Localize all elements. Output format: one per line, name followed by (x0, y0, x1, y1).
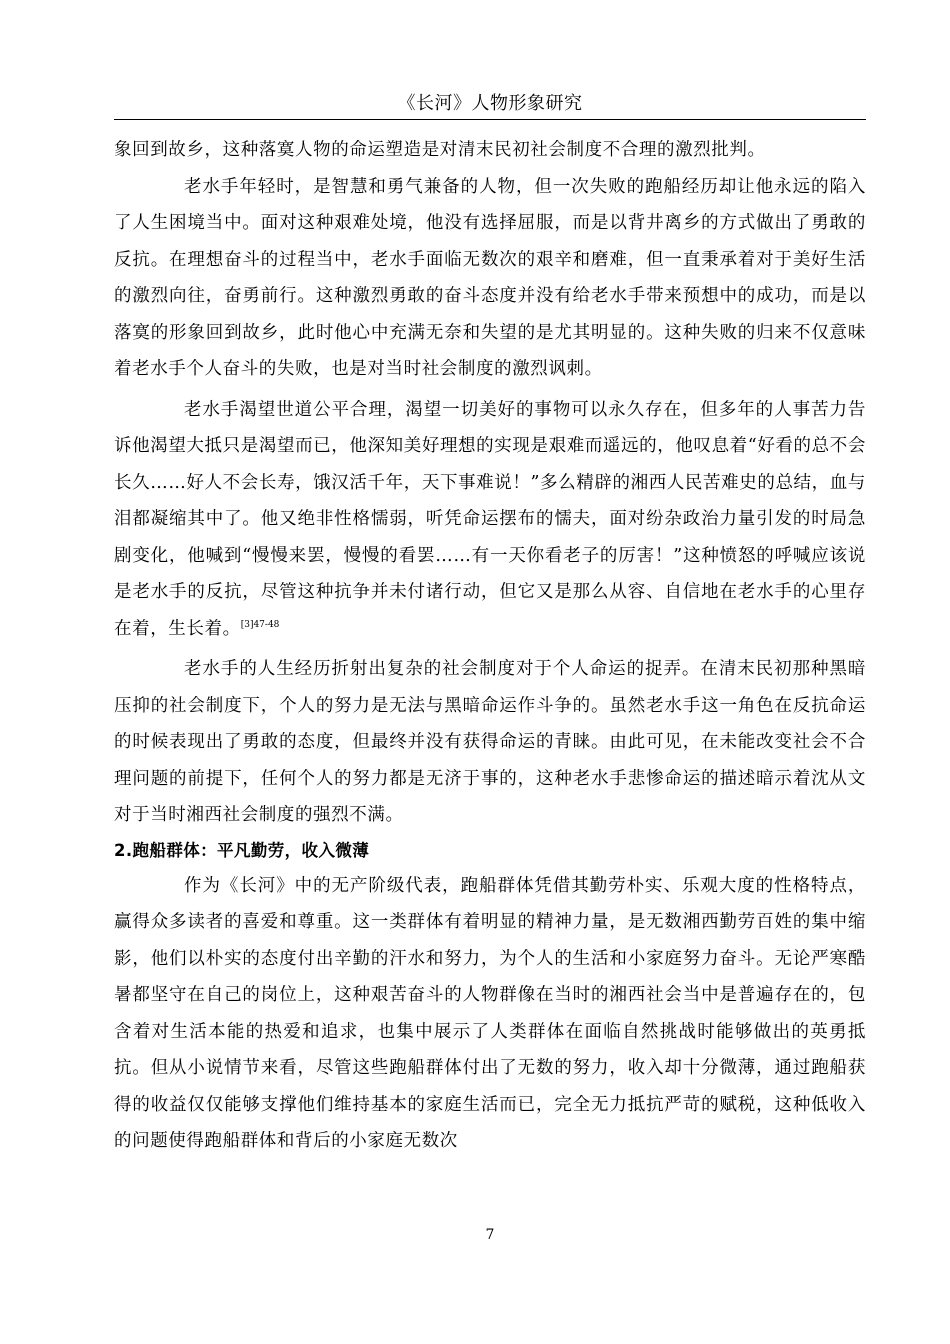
paragraph-sailor-longing (114, 392, 866, 648)
section-heading: 2.跑船群体：平凡勤劳，收入微薄 (114, 840, 370, 860)
running-header: 《长河》人物形象研究 (397, 93, 583, 114)
header-rule (114, 119, 866, 120)
paragraph-sailor-longing-text: 老水手渴望世道公平合理，渴望一切美好的事物可以永久存在，但多年的人事苦力告诉他渴望大抵只是渴望而已，他深知美好理想的实现是艰难而遥远的，他叹息着“好看的总不会长久……好人不会长寿，饿汉活千年，天下事难说！”多么精辟的湘西人民苦难史的总结，血与泪都凝缩其中了。他又绝非性格懦弱，听凭命运摆布的懦夫，面对纷杂政治力量引发的时局急剧变化，他喊到“慢慢来罢，慢慢的看罢……有一天你看老子的厉害！”这种愤怒的呼喊应该说是老水手的反抗，尽管这种抗争并未付诸行动，但它又是那么从容、自信地在老水手的心里存在着，生长着。 (114, 399, 866, 639)
paragraph-sailor-fate: 老水手的人生经历折射出复杂的社会制度对于个人命运的捉弄。在清末民初那种黑暗压抑的社会制度下，个人的努力是无法与黑暗命运作斗争的。虽然老水手这一角色在反抗命运的时候表现出了勇敢的态度，但最终并没有获得命运的青睐。由此可见，在未能改变社会不合理问题的前提下，任何个人的努力都是无济于事的，这种老水手悲惨命运的描述暗示着沈从文对于当时湘西社会制度的强烈不满。 (114, 659, 866, 825)
paragraph-young-sailor: 老水手年轻时，是智慧和勇气兼备的人物，但一次失败的跑船经历却让他永远的陷入了人生困境当中。面对这种艰难处境，他没有选择屈服，而是以背井离乡的方式做出了勇敢的反抗。在理想奋斗的过程当中，老水手面临无数次的艰辛和磨难，但一直秉承着对于美好生活的激烈向往，奋勇前行。这种激烈勇敢的奋斗态度并没有给老水手带来预想中的成功，而是以落寞的形象回到故乡，此时他心中充满无奈和失望的是尤其明显的。这种失败的归来不仅意味着老水手个人奋斗的失败，也是对当时社会制度的激烈讽刺。 (114, 176, 866, 379)
citation-marker: [3]47-48 (240, 619, 280, 630)
page-number: 7 (485, 1227, 495, 1243)
body-text (114, 132, 866, 1160)
paragraph-continuation: 象回到故乡，这种落寞人物的命运塑造是对清末民初社会制度不合理的激烈批判。 (114, 140, 766, 160)
paragraph-boatmen: 作为《长河》中的无产阶级代表，跑船群体凭借其勤劳朴实、乐观大度的性格特点，赢得众多读者的喜爱和尊重。这一类群体有着明显的精神力量，是无数湘西勤劳百姓的集中缩影，他们以朴实的态度付出辛勤的汗水和努力，为个人的生活和小家庭努力奋斗。无论严寒酷暑都坚守在自己的岗位上，这种艰苦奋斗的人物群像在当时的湘西社会当中是普遍存在的，包含着对生活本能的热爱和追求，也集中展示了人类群体在面临自然挑战时能够做出的英勇抵抗。但从小说情节来看，尽管这些跑船群体付出了无数的努力，收入却十分微薄，通过跑船获得的收益仅仅能够支撑他们维持基本的家庭生活而已，完全无力抵抗严苛的赋税，这种低收入的问题使得跑船群体和背后的小家庭无数次 (114, 875, 866, 1151)
